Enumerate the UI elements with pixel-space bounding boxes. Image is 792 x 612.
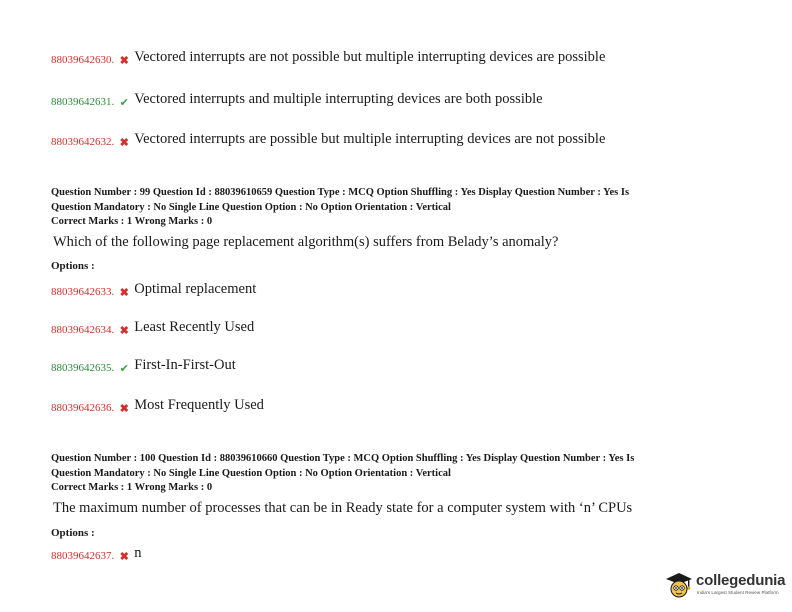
options-label: Options : [51,527,95,539]
option-text: Optimal replacement [134,280,257,297]
option-id: 88039642636. [51,402,115,414]
cross-icon: ✖ [119,324,129,337]
check-icon: ✔ [119,96,129,109]
option-text: Most Frequently Used [134,396,264,413]
cross-icon: ✖ [119,550,129,563]
logo-wordmark: collegedunia [696,572,786,589]
option-88039642631 [51,92,543,112]
meta-line-1: Question Number : 100 Question Id : 88039610660 Question Type : MCQ Option Shuffling : Yes Display Question Number : Yes Is [51,453,635,464]
option-text: Least Recently Used [134,318,255,335]
cross-icon: ✖ [119,286,129,299]
option-88039642636 [51,398,264,418]
graduation-cap-mascot-icon [664,570,694,600]
option-text: First-In-First-Out [134,356,236,373]
option-id: 88039642632. [51,136,115,148]
option-88039642630 [51,50,605,70]
meta-line-2: Question Mandatory : No Single Line Question Option : No Option Orientation : Vertical [51,201,451,213]
option-id: 88039642631. [51,96,115,108]
marks-line: Correct Marks : 1 Wrong Marks : 0 [51,216,213,227]
option-id: 88039642635. [51,362,115,374]
option-88039642637 [51,546,142,566]
cross-icon: ✖ [119,402,129,415]
question-100-text: The maximum number of processes that can be in Ready state for a computer system with ‘n’ CPUs [53,500,633,516]
option-id: 88039642634. [51,324,115,336]
question-100-meta [51,452,741,496]
option-text: Vectored interrupts and multiple interrupting devices are both possible [134,90,543,107]
option-id: 88039642633. [51,286,115,298]
option-text: Vectored interrupts are not possible but multiple interrupting devices are possible [134,48,606,65]
option-88039642632 [51,132,605,152]
option-88039642633 [51,282,256,302]
meta-line-2: Question Mandatory : No Single Line Question Option : No Option Orientation : Vertical [51,467,451,479]
marks-line: Correct Marks : 1 Wrong Marks : 0 [51,482,213,493]
option-text: n [134,544,142,561]
check-icon: ✔ [119,362,129,375]
cross-icon: ✖ [119,136,129,149]
logo-tagline: India's Largest Student Review Platform [697,590,779,595]
question-99-text: Which of the following page replacement algorithm(s) suffers from Belady’s anomaly? [53,234,559,250]
option-id: 88039642637. [51,550,115,562]
collegedunia-logo [664,568,788,602]
option-id: 88039642630. [51,54,115,66]
option-88039642635 [51,358,236,378]
meta-line-1: Question Number : 99 Question Id : 88039610659 Question Type : MCQ Option Shuffling : Yes Display Question Number : Yes Is [51,187,630,198]
option-88039642634 [51,320,254,340]
option-text: Vectored interrupts are possible but multiple interrupting devices are not possible [134,130,606,147]
cross-icon: ✖ [119,54,129,67]
options-label: Options : [51,260,95,272]
question-99-meta [51,186,741,230]
